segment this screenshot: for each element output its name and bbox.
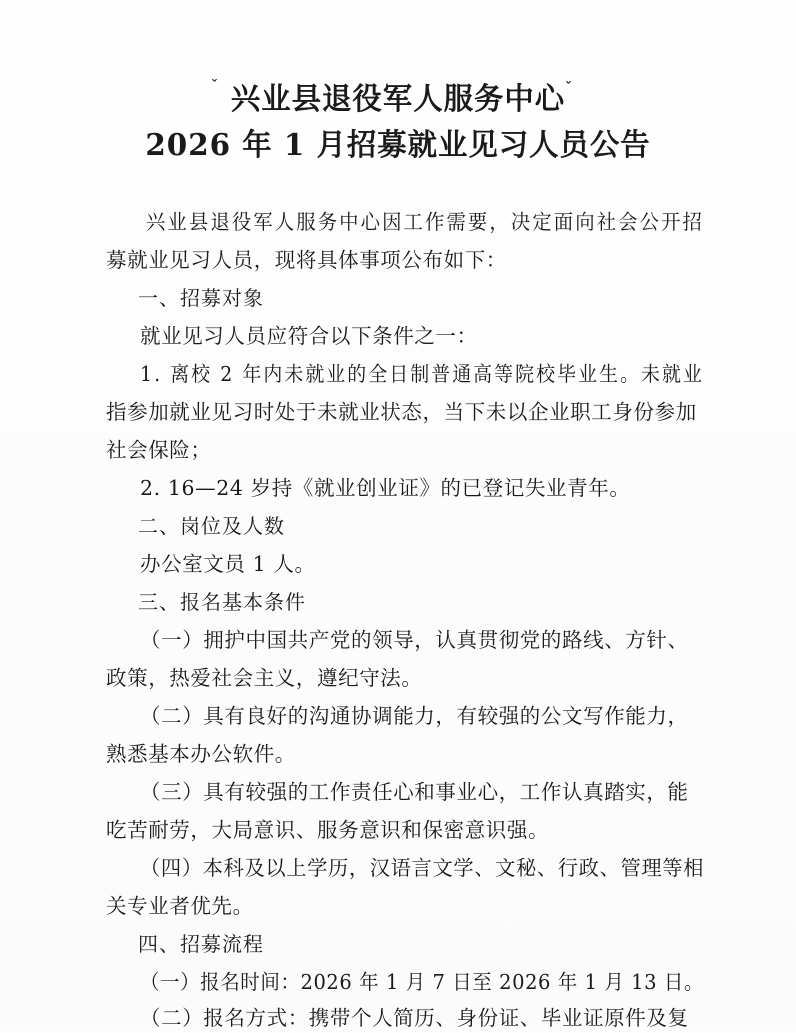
section-heading-3: 三、报名基本条件	[138, 590, 306, 614]
intro-line-2: 募就业见习人员，现将具体事项公布如下：	[106, 248, 507, 272]
title-mark-right: ˇ	[565, 80, 572, 96]
section-heading-1: 一、招募对象	[138, 286, 264, 310]
section-4-line-2: （二）报名方式：携带个人简历、身份证、毕业证原件及复	[140, 1006, 689, 1030]
section-3-line-7: （四）本科及以上学历，汉语言文学、文秘、行政、管理等相	[140, 856, 704, 880]
section-3-line-4: 熟悉基本办公软件。	[106, 742, 296, 766]
section-1-line-2: 1. 离校 2 年内未就业的全日制普通高等院校毕业生。未就业	[140, 362, 704, 386]
section-3-line-3: （二）具有良好的沟通协调能力，有较强的公文写作能力，	[140, 704, 689, 728]
section-1-line-3: 指参加就业见习时处于未就业状态，当下未以企业职工身份参加	[106, 400, 697, 424]
section-heading-2: 二、岗位及人数	[138, 514, 285, 538]
document-title-line-1: 兴业县退役军人服务中心	[230, 82, 566, 117]
title-mark-left: ˇ	[211, 78, 218, 94]
section-2-line-1: 办公室文员 1 人。	[140, 552, 316, 576]
section-1-line-4: 社会保险；	[106, 438, 212, 462]
section-3-line-2: 政策，热爱社会主义，遵纪守法。	[106, 666, 423, 690]
section-3-line-5: （三）具有较强的工作责任心和事业心，工作认真踏实，能	[140, 780, 689, 804]
section-1-line-5: 2. 16—24 岁持《就业创业证》的已登记失业青年。	[140, 476, 631, 500]
section-3-line-6: 吃苦耐劳，大局意识、服务意识和保密意识强。	[106, 818, 550, 842]
section-1-line-1: 就业见习人员应符合以下条件之一：	[140, 324, 478, 348]
section-4-line-1: （一）报名时间：2026 年 1 月 7 日至 2026 年 1 月 13 日。	[140, 970, 704, 994]
section-3-line-8: 关专业者优先。	[106, 894, 254, 918]
intro-line-1: 兴业县退役军人服务中心因工作需要，决定面向社会公开招	[146, 210, 704, 234]
document-title-line-2: 2026 年 1 月招募就业见习人员公告	[145, 128, 651, 163]
section-heading-4: 四、招募流程	[138, 932, 264, 956]
section-3-line-1: （一）拥护中国共产党的领导，认真贯彻党的路线、方针、	[140, 628, 689, 652]
